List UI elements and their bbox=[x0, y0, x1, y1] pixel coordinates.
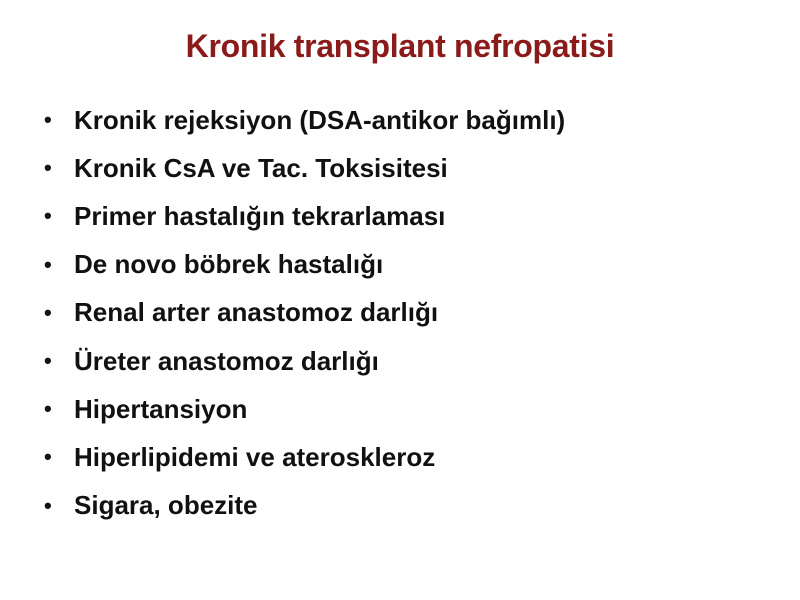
list-item bbox=[40, 192, 780, 240]
bullet-icon: • bbox=[44, 299, 52, 325]
list-item bbox=[40, 96, 780, 144]
list-item-text: Sigara, obezite bbox=[74, 490, 258, 521]
list-item-text: Hiperlipidemi ve ateroskleroz bbox=[74, 441, 436, 472]
bullet-icon: • bbox=[44, 492, 52, 518]
list-item-text: De novo böbrek hastalığı bbox=[74, 249, 384, 280]
list-item bbox=[40, 144, 780, 192]
bullet-icon: • bbox=[44, 155, 52, 181]
list-item bbox=[40, 385, 780, 433]
list-item-text: Kronik CsA ve Tac. Toksisitesi bbox=[74, 152, 448, 183]
bullet-icon: • bbox=[44, 251, 52, 277]
slide-title: Kronik transplant nefropatisi bbox=[185, 28, 615, 64]
bullet-icon: • bbox=[44, 444, 52, 470]
list-item-text: Üreter anastomoz darlığı bbox=[74, 345, 379, 376]
bullet-list bbox=[40, 96, 780, 530]
list-item bbox=[40, 433, 780, 481]
list-item bbox=[40, 241, 780, 289]
list-item bbox=[40, 337, 780, 385]
list-item bbox=[40, 482, 780, 530]
list-item bbox=[40, 289, 780, 337]
bullet-icon: • bbox=[44, 396, 52, 422]
bullet-icon: • bbox=[44, 348, 52, 374]
list-item-text: Hipertansiyon bbox=[74, 393, 248, 424]
list-item-text: Kronik rejeksiyon (DSA-antikor bağımlı) bbox=[74, 104, 566, 135]
list-item-text: Renal arter anastomoz darlığı bbox=[74, 297, 439, 328]
bullet-icon: • bbox=[44, 203, 52, 229]
bullet-icon: • bbox=[44, 107, 52, 133]
list-item-text: Primer hastalığın tekrarlaması bbox=[74, 200, 446, 231]
